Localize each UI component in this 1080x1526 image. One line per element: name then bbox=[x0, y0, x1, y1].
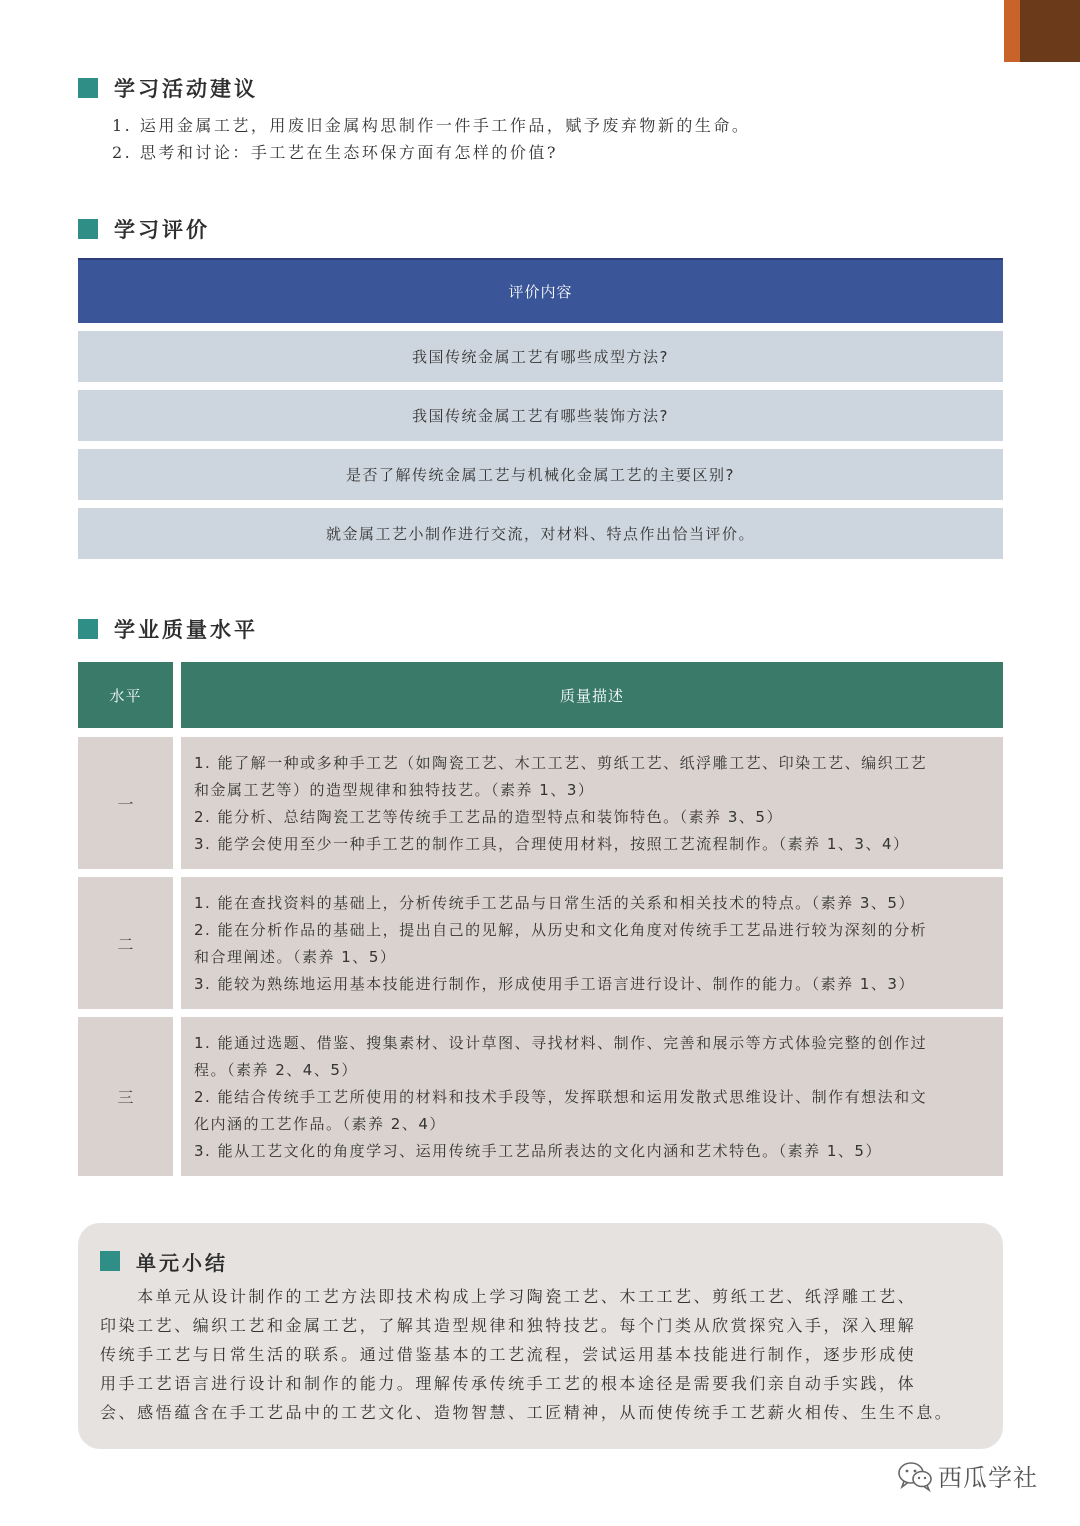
evaluation-table-header: 评价内容 bbox=[78, 258, 1003, 323]
quality-header-level: 水平 bbox=[78, 662, 173, 728]
quality-line: 3. 能学会使用至少一种手工艺的制作工具，合理使用材料，按照工艺流程制作。（素养 1、3、4） bbox=[194, 835, 910, 853]
quality-line: 3. 能从工艺文化的角度学习、运用传统手工艺品所表达的文化内涵和艺术特色。（素养 1、5） bbox=[194, 1142, 882, 1160]
quality-line: 2. 能在分析作品的基础上，提出自己的见解，从历史和文化角度对传统手工艺品进行较为深刻的分析 bbox=[194, 921, 928, 939]
evaluation-heading-text: 学习评价 bbox=[114, 218, 210, 242]
summary-line: 用手工艺语言进行设计和制作的能力。理解传承传统手工艺的根本途径是需要我们亲自动手实践，体 bbox=[100, 1374, 917, 1393]
corner-tab bbox=[1004, 0, 1080, 62]
summary-heading-text: 单元小结 bbox=[136, 1250, 228, 1275]
quality-line: 1. 能在查找资料的基础上，分析传统手工艺品与日常生活的关系和相关技术的特点。（素养 3、5） bbox=[194, 894, 915, 912]
summary-line: 会、感悟蕴含在手工艺品中的工艺文化、造物智慧、工匠精神，从而使传统手工艺薪火相传、生生不息。 bbox=[100, 1403, 954, 1422]
summary-text bbox=[100, 1282, 984, 1427]
summary-heading bbox=[100, 1249, 228, 1273]
quality-line: 和金属工艺等）的造型规律和独特技艺。（素养 1、3） bbox=[194, 781, 595, 799]
quality-heading-text: 学业质量水平 bbox=[114, 618, 258, 642]
watermark-text: 西瓜学社 bbox=[938, 1464, 1038, 1492]
quality-level-cell: 一 bbox=[78, 737, 173, 869]
activity-item: 2. 思考和讨论：手工艺在生态环保方面有怎样的价值? bbox=[112, 143, 558, 162]
activity-heading-text: 学习活动建议 bbox=[114, 77, 258, 101]
quality-line: 1. 能通过选题、借鉴、搜集素材、设计草图、寻找材料、制作、完善和展示等方式体验完整的创作过 bbox=[194, 1034, 928, 1052]
summary-line: 印染工艺、编织工艺和金属工艺，了解其造型规律和独特技艺。每个门类从欣赏探究入手，深入理解 bbox=[100, 1316, 917, 1335]
summary-line: 本单元从设计制作的工艺方法即技术构成上学习陶瓷工艺、木工工艺、剪纸工艺、纸浮雕工艺、 bbox=[100, 1287, 917, 1306]
quality-description-cell bbox=[181, 737, 1003, 869]
heading-square-icon bbox=[78, 78, 98, 98]
heading-square-icon bbox=[78, 619, 98, 639]
quality-description-cell bbox=[181, 877, 1003, 1009]
wechat-icon bbox=[896, 1460, 934, 1492]
quality-line: 2. 能结合传统手工艺所使用的材料和技术手段等，发挥联想和运用发散式思维设计、制作有想法和文 bbox=[194, 1088, 928, 1106]
summary-line: 传统手工艺与日常生活的联系。通过借鉴基本的工艺流程，尝试运用基本技能进行制作，逐步形成使 bbox=[100, 1345, 917, 1364]
evaluation-heading bbox=[78, 217, 210, 241]
quality-line: 和合理阐述。（素养 1、5） bbox=[194, 948, 397, 966]
quality-header-description: 质量描述 bbox=[181, 662, 1003, 728]
quality-level-cell: 三 bbox=[78, 1017, 173, 1176]
evaluation-row: 我国传统金属工艺有哪些装饰方法? bbox=[78, 390, 1003, 441]
activity-heading bbox=[78, 76, 258, 100]
activity-item: 1. 运用金属工艺，用废旧金属构思制作一件手工作品，赋予废弃物新的生命。 bbox=[112, 116, 751, 135]
corner-tab-brown bbox=[1020, 0, 1080, 62]
corner-tab-orange bbox=[1004, 0, 1020, 62]
quality-line: 化内涵的工艺作品。（素养 2、4） bbox=[194, 1115, 446, 1133]
activity-list bbox=[112, 112, 992, 166]
evaluation-row: 我国传统金属工艺有哪些成型方法? bbox=[78, 331, 1003, 382]
quality-line: 1. 能了解一种或多种手工艺（如陶瓷工艺、木工工艺、剪纸工艺、纸浮雕工艺、印染工艺、编织工艺 bbox=[194, 754, 928, 772]
quality-heading bbox=[78, 617, 258, 641]
watermark bbox=[896, 1458, 1038, 1493]
quality-line: 3. 能较为熟练地运用基本技能进行制作，形成使用手工语言进行设计、制作的能力。（素养 1、3） bbox=[194, 975, 915, 993]
evaluation-row: 是否了解传统金属工艺与机械化金属工艺的主要区别? bbox=[78, 449, 1003, 500]
quality-line: 2. 能分析、总结陶瓷工艺等传统手工艺品的造型特点和装饰特色。（素养 3、5） bbox=[194, 808, 783, 826]
heading-square-icon bbox=[78, 219, 98, 239]
quality-level-cell: 二 bbox=[78, 877, 173, 1009]
evaluation-row: 就金属工艺小制作进行交流，对材料、特点作出恰当评价。 bbox=[78, 508, 1003, 559]
heading-square-icon bbox=[100, 1251, 120, 1271]
quality-description-cell bbox=[181, 1017, 1003, 1176]
quality-line: 程。（素养 2、4、5） bbox=[194, 1061, 358, 1079]
